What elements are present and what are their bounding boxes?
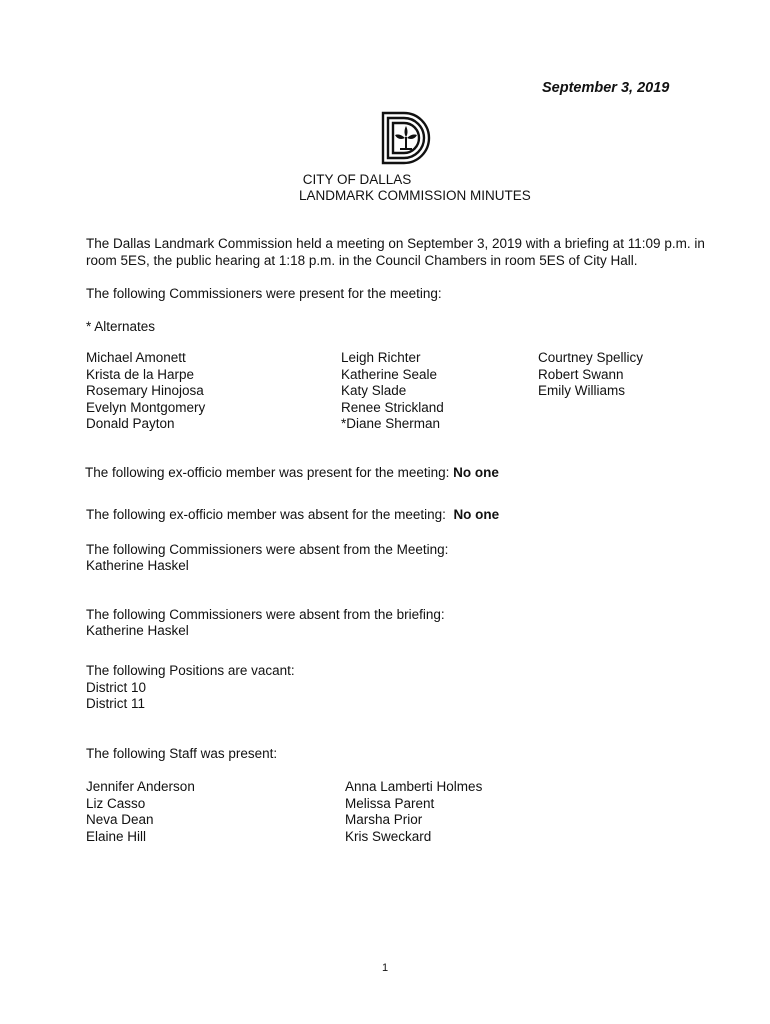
header-title: LANDMARK COMMISSION MINUTES (299, 188, 531, 203)
exofficio-present-value: No one (453, 465, 499, 480)
list-item: Anna Lamberti Holmes (345, 779, 483, 794)
exofficio-absent (86, 507, 499, 524)
list-item: Krista de la Harpe (86, 366, 195, 382)
absent-meeting-name: Katherine Haskel (86, 558, 189, 573)
list-item: Courtney Spellicy (538, 350, 644, 365)
list-item: Elaine Hill (86, 828, 147, 844)
exofficio-present (85, 465, 499, 482)
vacant-item: District 10 (86, 680, 147, 695)
intro-line-2: room 5ES, the public hearing at 1:18 p.m. in the Council Chambers in room 5ES of City Hall. (86, 253, 638, 268)
list-item: Michael Amonett (86, 350, 186, 365)
commissioners-col-2 (341, 350, 444, 433)
staff-col-1 (86, 779, 195, 845)
list-item: Katherine Seale (341, 366, 438, 382)
date: September 3, 2019 (542, 80, 670, 96)
list-item: Renee Strickland (341, 399, 444, 415)
commissioners-col-1 (86, 350, 205, 433)
page-number: 1 (382, 962, 389, 974)
vacant-heading: The following Positions are vacant: (86, 663, 295, 678)
intro-line-1: The Dallas Landmark Commission held a meeting on September 3, 2019 with a briefing at 11:09 p.m. in (86, 236, 705, 251)
exofficio-present-text: The following ex-officio member was present for the meeting: (85, 465, 454, 480)
list-item: Kris Sweckard (345, 828, 432, 844)
absent-briefing-name: Katherine Haskel (86, 623, 189, 638)
commissioners-col-3 (538, 350, 643, 400)
absent-briefing-heading: The following Commissioners were absent from the briefing: (86, 607, 445, 622)
list-item: *Diane Sherman (341, 416, 441, 431)
list-item: Liz Casso (86, 795, 146, 811)
list-item: Leigh Richter (341, 350, 421, 365)
absent-meeting-heading: The following Commissioners were absent from the Meeting: (86, 542, 449, 557)
header-city: CITY OF DALLAS (302, 172, 412, 187)
exofficio-absent-value: No one (453, 507, 500, 522)
vacant-item: District 11 (86, 696, 146, 711)
staff-col-2 (345, 779, 482, 845)
list-item: Emily Williams (538, 383, 625, 398)
list-item: Robert Swann (538, 366, 624, 382)
list-item: Evelyn Montgomery (86, 399, 206, 415)
list-item: Katy Slade (341, 383, 407, 398)
alternates-note: * Alternates (86, 319, 156, 334)
present-heading: The following Commissioners were present for the meeting: (86, 286, 442, 301)
list-item: Rosemary Hinojosa (86, 383, 204, 398)
list-item: Neva Dean (86, 812, 154, 827)
list-item: Marsha Prior (345, 812, 423, 827)
city-of-dallas-d-logo-icon (380, 110, 436, 166)
exofficio-absent-text: The following ex-officio member was absent for the meeting: (86, 507, 454, 522)
list-item: Jennifer Anderson (86, 779, 195, 794)
staff-heading: The following Staff was present: (86, 746, 278, 761)
list-item: Donald Payton (86, 416, 175, 431)
list-item: Melissa Parent (345, 795, 435, 811)
